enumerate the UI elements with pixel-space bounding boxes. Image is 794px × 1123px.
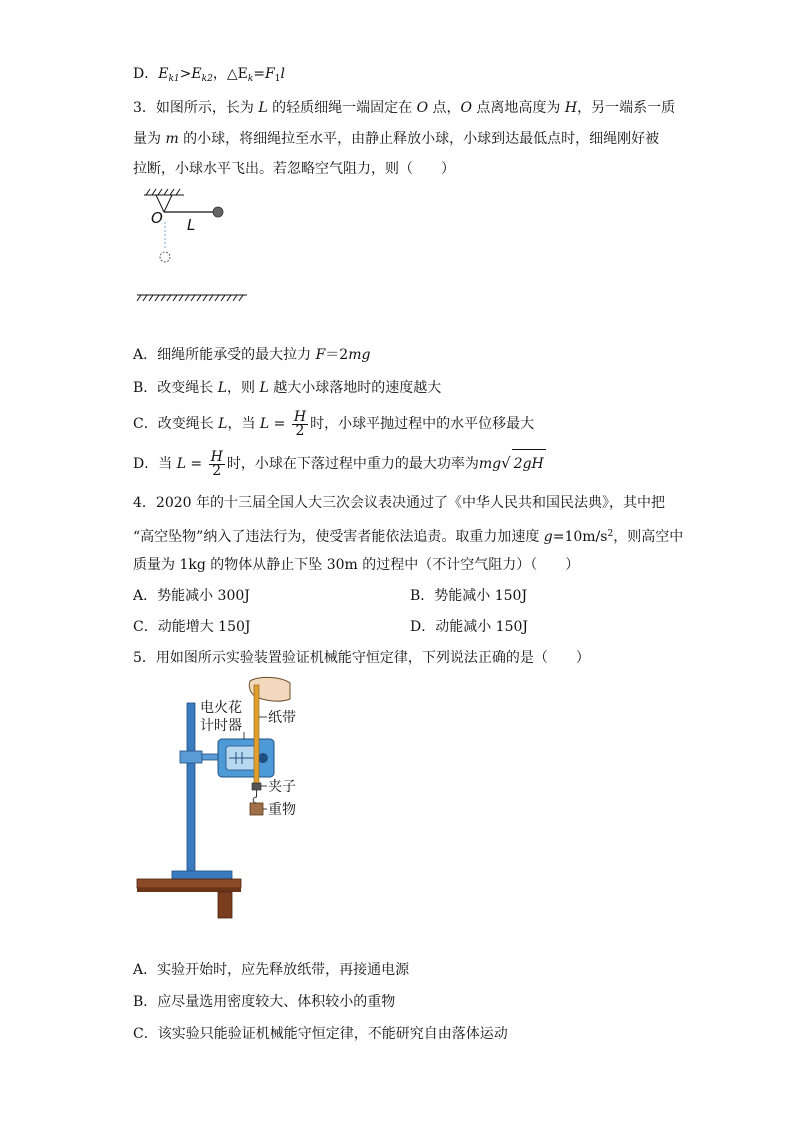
label-timer-line1: 电火花	[200, 700, 242, 716]
sqrt-sign: √	[501, 454, 511, 472]
q3-option-b[interactable]: B．改变绳长 L，则 L 越大小球落地时的速度越大	[133, 380, 442, 396]
q5-apparatus-figure	[132, 673, 317, 923]
ground-hatch	[137, 295, 247, 301]
label-o: O	[151, 209, 163, 227]
q5-option-b[interactable]: B．应尽量选用密度较大、体积较小的重物	[133, 994, 396, 1010]
fraction-h-over-2: $\frac{H}{2}$	[293, 408, 307, 439]
weight	[250, 803, 263, 815]
label-l: L	[187, 216, 196, 234]
label-weight: 重物	[268, 802, 296, 818]
q4-option-d[interactable]: D．动能减小 150J	[410, 619, 529, 635]
q4-option-b[interactable]: B．势能减小 150J	[410, 588, 528, 604]
clip	[252, 783, 261, 790]
label-timer-line2: 计时器	[200, 718, 242, 734]
q5-option-c[interactable]: C．该实验只能验证机械能守恒定律，不能研究自由落体运动	[133, 1026, 508, 1042]
stand-pole	[187, 703, 195, 873]
q5-stem: 5．用如图所示实验装置验证机械能守恒定律，下列说法正确的是（ ）	[133, 650, 590, 666]
q4-stem-line2: “高空坠物”纳入了违法行为，使受害者能依法追责。取重力加速度 $g=10m/s^2$，则高空中	[133, 529, 684, 545]
label-tape: 纸带	[268, 710, 296, 726]
stand-clamp	[180, 751, 202, 763]
q5-option-a[interactable]: A．实验开始时，应先释放纸带，再接通电源	[133, 962, 410, 978]
q2-option-d[interactable]: D．$E_{k1}>E_{k2}$，$\triangle E_k=F_1l$	[133, 66, 285, 84]
q3-option-d[interactable]: D．当 L = $\frac{H}{2}$ 时，小球在下落过程中重力的最大功率为mg√ 2gH	[133, 448, 544, 479]
ceiling-hatch	[144, 189, 184, 195]
q3-stem-line3: 拉断，小球水平飞出。若忽略空气阻力，则（ ）	[133, 161, 455, 177]
table-top	[137, 879, 241, 888]
q3-option-c[interactable]: C．改变绳长 L，当 L = $\frac{H}{2}$ 时，小球平抛过程中的水平位移最大	[133, 408, 535, 439]
q3-option-a[interactable]: A．细绳所能承受的最大拉力 F＝2mg	[133, 347, 371, 363]
q3-stem-line1: 3．如图所示，长为 L 的轻质细绳一端固定在 O 点，O 点离地高度为 H，另一端系一质	[133, 100, 676, 116]
stand-base	[172, 871, 232, 879]
q4-option-c[interactable]: C．动能增大 150J	[133, 619, 251, 635]
q4-stem-line3: 质量为 1kg 的物体从静止下坠 30m 的过程中（不计空气阻力）（ ）	[133, 557, 580, 573]
q3-stem-line2: 量为 m 的小球，将细绳拉至水平，由静止释放小球，小球到达最低点时，细绳刚好被	[133, 131, 660, 147]
q3-pendulum-figure	[134, 188, 254, 308]
table-top-underside	[137, 888, 241, 892]
clamp-arm	[202, 754, 218, 760]
timer-knob	[258, 753, 268, 763]
paper-tape	[254, 685, 259, 785]
hook	[253, 790, 256, 803]
ball	[213, 207, 223, 217]
table-leg	[218, 892, 232, 918]
ball-lowest-dashed	[160, 252, 170, 262]
q4-option-a[interactable]: A．势能减小 300J	[133, 588, 250, 604]
fraction-h-over-2: $\frac{H}{2}$	[210, 448, 223, 479]
label-clip: 夹子	[268, 779, 296, 795]
q4-stem-line1: 4．2020 年的十三届全国人大三次会议表决通过了《中华人民共和国民法典》，其中把	[133, 495, 665, 511]
